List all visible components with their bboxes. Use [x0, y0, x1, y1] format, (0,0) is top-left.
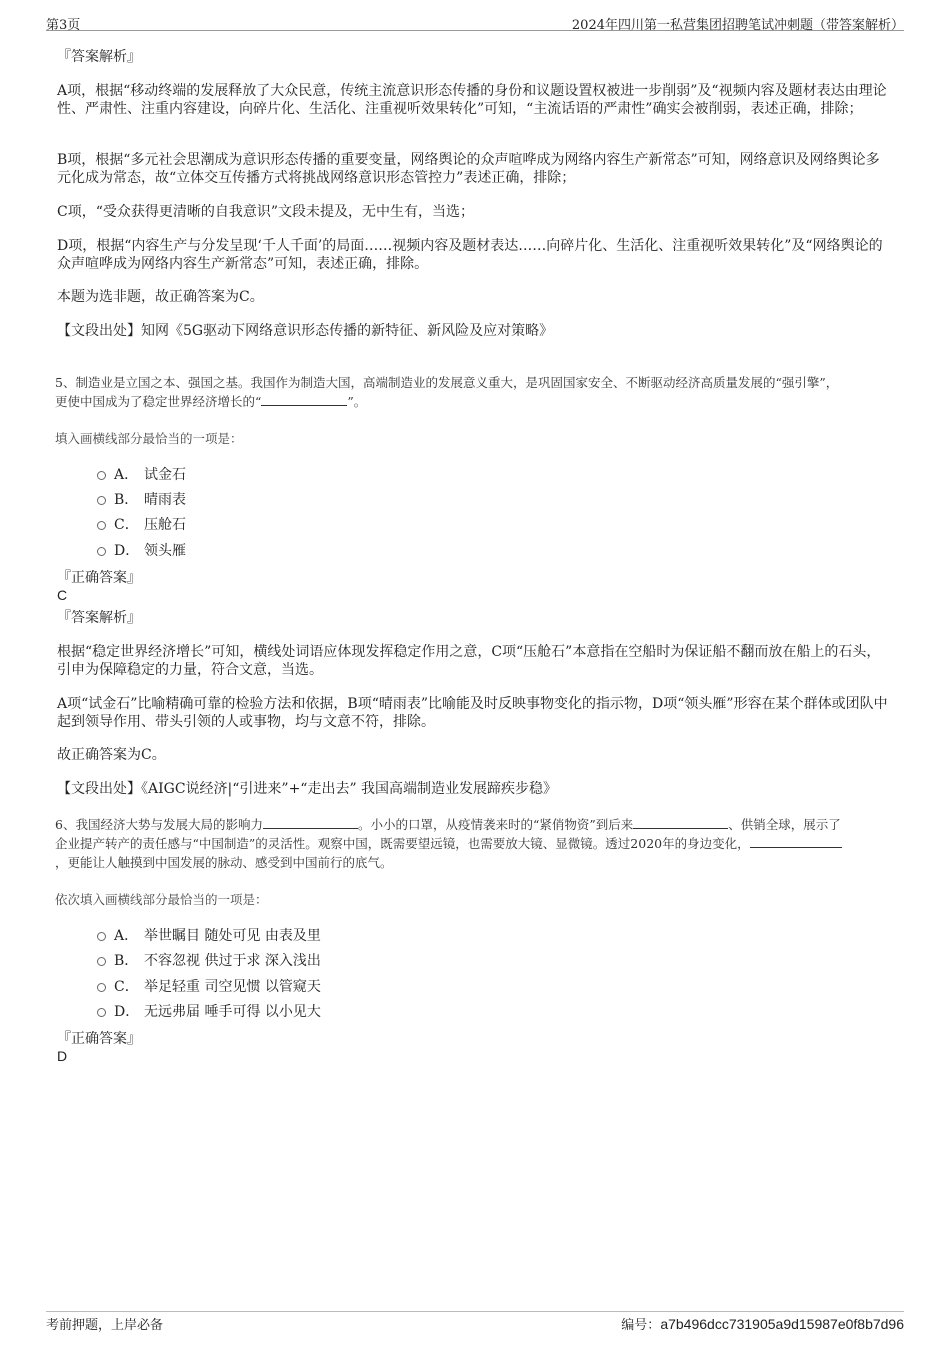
q5-source: 【文段出处】《AIGC说经济|“引进来”+“走出去” 我国高端制造业发展蹄疾步稳》: [57, 781, 558, 797]
q5-option-d[interactable]: [97, 540, 186, 560]
option-text: 不容忽视 供过于求 深入浅出: [144, 953, 321, 969]
q5-option-b[interactable]: [97, 489, 186, 509]
option-text: 举世瞩目 随处可见 由表及里: [144, 928, 321, 944]
option-text: 领头雁: [144, 543, 186, 559]
document-code: [621, 1314, 904, 1333]
q6-stem-line2: [55, 834, 890, 853]
q5-stem-line2: [55, 392, 890, 411]
document-title: 2024年四川第一私营集团招聘笔试冲刺题（带答案解析）: [571, 18, 904, 33]
code-value: a7b496dcc731905a9d15987e0f8b7d96: [660, 1316, 904, 1332]
radio-icon[interactable]: [97, 932, 106, 941]
q5-analysis-title: 『答案解析』: [57, 610, 141, 626]
q4-conclusion: 本题为选非题，故正确答案为C。: [57, 289, 264, 305]
q6-stem-line3: ，更能让人触摸到中国发展的脉动、感受到中国前行的底气。: [55, 855, 393, 870]
q6-option-c[interactable]: [97, 976, 321, 996]
option-key: C．: [114, 517, 139, 533]
q4-analysis-d: D项，根据“内容生产与分发呈现‘千人千面’的局面……视频内容及题材表达……向碎片化、生活化、注重视听效果转化”及“网络舆论的众声喧哗成为网络内容生产新常态”可知，表述正确，排除。: [57, 238, 883, 272]
q6-instruction: 依次填入画横线部分最恰当的一项是：: [55, 892, 268, 907]
q6-stem-part3: 、供销全球，展示了: [728, 817, 841, 832]
q5-instruction: 填入画横线部分最恰当的一项是：: [55, 431, 243, 446]
option-text: 压舱石: [144, 517, 186, 533]
q6-blank-2: [633, 828, 728, 829]
q5-option-c[interactable]: [97, 514, 186, 534]
q4-analysis-b: B项，根据“多元社会思潮成为意识形态传播的重要变量，网络舆论的众声喧哗成为网络内容生产新常态”可知，网络意识及网络舆论多元化成为常态，故“立体交互传播方式将挑战网络意识形态管控力”表述正确，排除；: [57, 152, 880, 186]
option-text: 举足轻重 司空见惯 以管窥天: [144, 979, 321, 995]
option-key: C．: [114, 979, 139, 995]
option-text: 无远弗届 唾手可得 以小见大: [144, 1004, 321, 1020]
q5-answer: C: [57, 587, 68, 603]
q6-option-b[interactable]: [97, 950, 321, 970]
radio-icon[interactable]: [97, 547, 106, 556]
q4-analysis-title: 『答案解析』: [57, 49, 141, 65]
radio-icon[interactable]: [97, 1008, 106, 1017]
option-key: D．: [114, 1004, 140, 1020]
q4-analysis-a: A项，根据“移动终端的发展释放了大众民意，传统主流意识形态传播的身份和议题设置权被进一步削弱”及“视频内容及题材表达由理论性、严肃性、注重内容建设，向碎片化、生活化、注重视听效果转化”可知，“主流话语的严肃性”确实会被削弱，表述正确，排除；: [57, 83, 887, 117]
q5-option-a[interactable]: [97, 464, 186, 484]
page-header: [46, 0, 904, 31]
option-key: A．: [114, 467, 139, 483]
option-key: B．: [114, 492, 139, 508]
q6-stem-part1: 6、我国经济大势与发展大局的影响力: [55, 817, 263, 832]
q6-blank-1: [263, 828, 358, 829]
q6-option-a[interactable]: [97, 925, 321, 945]
q5-stem-line2-end: ”。: [347, 394, 367, 409]
q6-stem-line1: [55, 815, 890, 834]
q6-stem-part4: 企业提产转产的责任感与“中国制造”的灵活性。观察中国，既需要望远镜，也需要放大镜、显微镜。透过2020年的身边变化，: [55, 836, 750, 851]
footer-slogan: 考前押题，上岸必备: [46, 1318, 164, 1333]
option-text: 试金石: [144, 467, 186, 483]
option-key: B．: [114, 953, 139, 969]
radio-icon[interactable]: [97, 983, 106, 992]
page-number: 第3页: [46, 18, 81, 33]
q5-conclusion: 故正确答案为C。: [57, 747, 166, 763]
code-label: 编号：: [621, 1318, 661, 1333]
q6-stem: [55, 815, 890, 872]
option-key: A．: [114, 928, 139, 944]
q5-stem: [55, 373, 890, 411]
page-footer: [46, 1311, 904, 1345]
q5-analysis-2: A项“试金石”比喻精确可靠的检验方法和依据，B项“晴雨表”比喻能及时反映事物变化的指示物，D项“领头雁”形容在某个群体或团队中起到领导作用、带头引领的人或事物，均与文意不符，排除。: [57, 696, 888, 730]
q6-stem-part2: 。小小的口罩，从疫情袭来时的“紧俏物资”到后来: [357, 817, 634, 832]
q5-blank: [261, 405, 347, 406]
q5-analysis-1: 根据“稳定世界经济增长”可知，横线处词语应体现发挥稳定作用之意，C项“压舱石”本意指在空船时为保证船不翻而放在船上的石头，引申为保障稳定的力量，符合文意，当选。: [57, 644, 881, 678]
option-key: D．: [114, 543, 140, 559]
radio-icon[interactable]: [97, 521, 106, 530]
q4-analysis-c: C项，“受众获得更清晰的自我意识”文段未提及，无中生有，当选；: [57, 204, 475, 220]
q4-source: 【文段出处】知网《5G驱动下网络意识形态传播的新特征、新风险及应对策略》: [57, 323, 554, 339]
radio-icon[interactable]: [97, 496, 106, 505]
q6-answer-title: 『正确答案』: [57, 1031, 141, 1047]
radio-icon[interactable]: [97, 957, 106, 966]
q5-answer-title: 『正确答案』: [57, 570, 141, 586]
q6-answer: D: [57, 1048, 68, 1064]
option-text: 晴雨表: [144, 492, 186, 508]
q6-option-d[interactable]: [97, 1001, 321, 1021]
radio-icon[interactable]: [97, 471, 106, 480]
q5-stem-line2-text: 更使中国成为了稳定世界经济增长的“: [55, 394, 262, 409]
q5-stem-line1: 5、制造业是立国之本、强国之基。我国作为制造大国，高端制造业的发展意义重大，是巩固国家安全、不断驱动经济高质量发展的“强引擎”，: [55, 375, 839, 390]
q6-blank-3: [750, 847, 842, 848]
